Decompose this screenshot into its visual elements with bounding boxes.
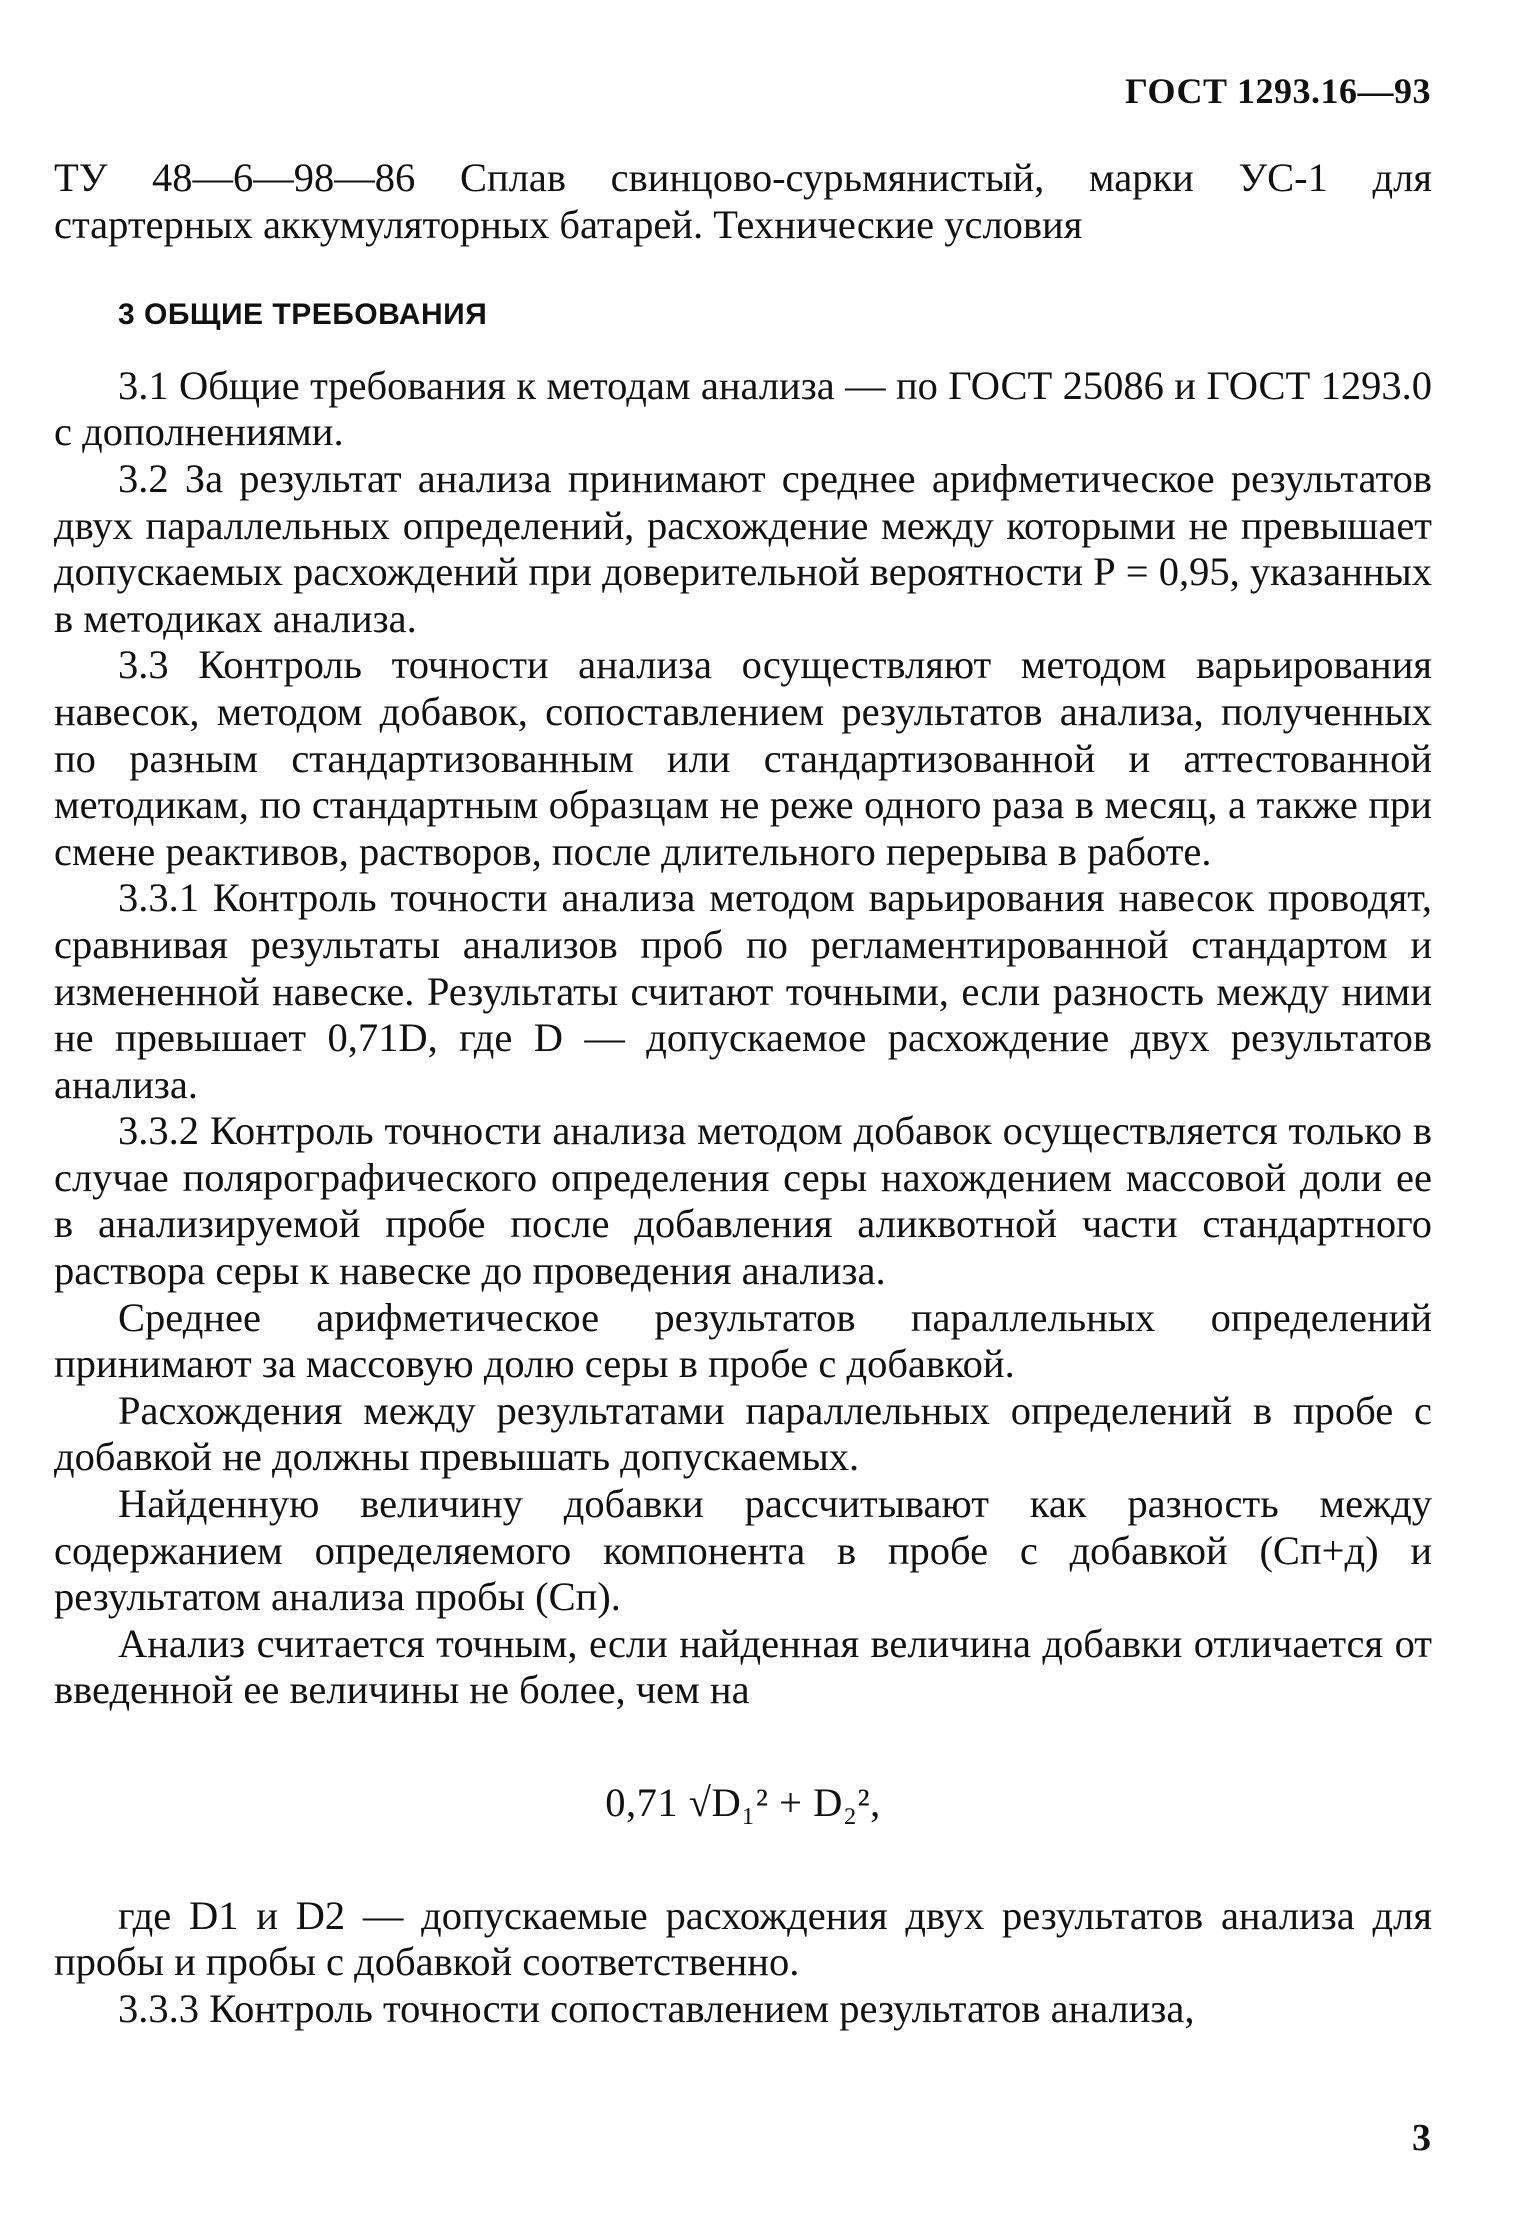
- section-title: 3 ОБЩИЕ ТРЕБОВАНИЯ: [118, 298, 488, 332]
- formula-expression: 0,71 √D₁² + D₂²,: [605, 1780, 881, 1825]
- paragraph-3-2: 3.2 За результат анализа принимают среднее арифметическое результатов двух параллельных определений, расхождение между которыми не превышает допускаемых расхождений при доверительной вероятности Р = 0,95, указанных в методиках анализа.: [54, 455, 1432, 641]
- document-code-header: ГОСТ 1293.16—93: [1125, 71, 1431, 111]
- paragraph-3-3-1: 3.3.1 Контроль точности анализа методом варьирования навесок проводят, сравнивая результаты анализов проб по регламентированной стандартом и измененной навеске. Результаты считают точными, если разность между ними не превышает 0,71D, где D — допускаемое расхождение двух результатов анализа.: [54, 875, 1432, 1107]
- page-number: 3: [1412, 2117, 1431, 2159]
- paragraph-mean: Среднее арифметическое результатов параллельных определений принимают за массовую долю серы в пробе с добавкой.: [54, 1294, 1432, 1387]
- paragraph-where: где D1 и D2 — допускаемые расхождения двух результатов анализа для пробы и пробы с добавкой соответственно.: [54, 1892, 1432, 1985]
- paragraph-3-1: 3.1 Общие требования к методам анализа — по ГОСТ 25086 и ГОСТ 1293.0 с дополнениями.: [54, 362, 1432, 455]
- paragraph-3-3: 3.3 Контроль точности анализа осуществляют методом варьирования навесок, методом добавок, сопоставлением результатов анализа, полученных по разным стандартизованным или стандартизованной и аттестованной методикам, по стандартным образцам не реже одного раза в месяц, а также при смене реактивов, растворов, после длительного перерыва в работе.: [54, 642, 1432, 874]
- paragraph-found-value: Найденную величину добавки рассчитывают как разность между содержанием определяемого компонента в пробе с добавкой (Cп+д) и результатом анализа пробы (Cп).: [54, 1481, 1432, 1620]
- document-body: [54, 155, 1432, 2032]
- paragraph-3-3-3: 3.3.3 Контроль точности сопоставлением результатов анализа,: [118, 1985, 1195, 2031]
- reference-entry: ТУ 48—6—98—86 Сплав свинцово-сурьмянистый, марки УС-1 для стартерных аккумуляторных батарей. Технические условия: [54, 155, 1432, 247]
- paragraph-3-3-2: 3.3.2 Контроль точности анализа методом добавок осуществляется только в случае полярографического определения серы нахождением массовой доли ее в анализируемой пробе после добавления аликвотной части стандартного раствора серы к навеске до проведения анализа.: [54, 1108, 1432, 1294]
- formula-block: [54, 1780, 1432, 1827]
- paragraph-accuracy-criterion: Анализ считается точным, если найденная величина добавки отличается от введенной ее величины не более, чем на: [54, 1620, 1432, 1713]
- paragraph-discrepancy: Расхождения между результатами параллельных определений в пробе с добавкой не должны превышать допускаемых.: [54, 1387, 1432, 1480]
